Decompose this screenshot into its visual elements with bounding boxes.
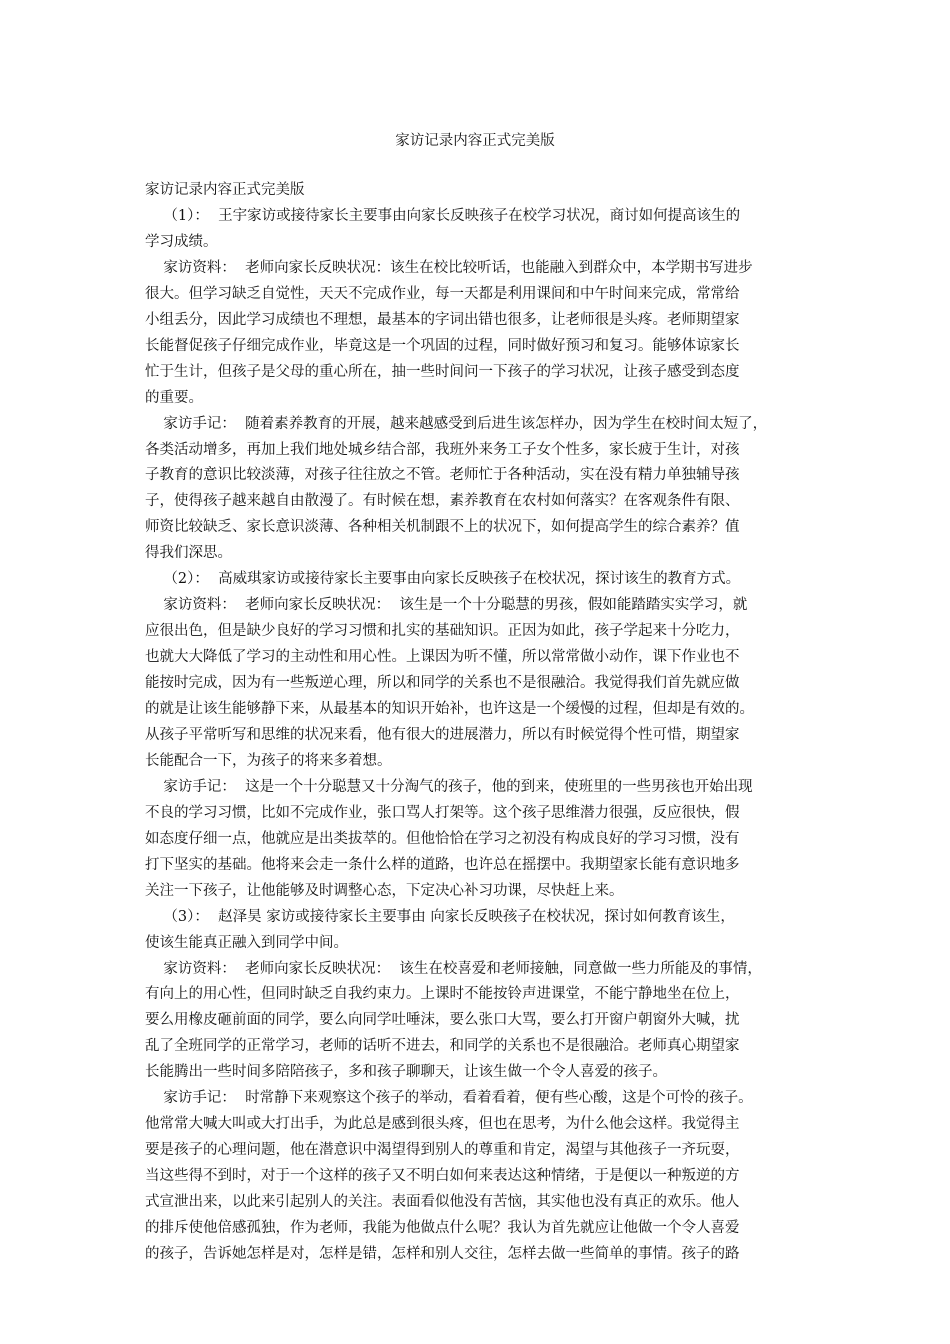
paragraph-line: 关注一下孩子，让他能够及时调整心态，下定决心补习功课，尽快赶上来。: [145, 882, 624, 899]
paragraph-line: 打下坚实的基础。他将来会走一条什么样的道路，也许总在摇摆中。我期望家长能有意识地多: [145, 856, 740, 873]
paragraph-line: 要是孩子的心理问题，他在潜意识中渴望得到别人的尊重和肯定，渴望与其他孩子一齐玩耍，: [145, 1142, 740, 1159]
paragraph-line: 要么用橡皮砸前面的同学，要么向同学吐唾沫，要么张口大骂，要么打开窗户朝窗外大喊，扰: [145, 1012, 740, 1029]
paragraph-line: 的重要。: [145, 389, 203, 406]
paragraph-line: 学习成绩。: [145, 233, 218, 250]
paragraph-line: 能按时完成，因为有一些叛逆心理，所以和同学的关系也不是很融洽。我觉得我们首先就应做: [145, 675, 740, 692]
paragraph-line: 式宣泄出来，以此来引起别人的关注。表面看似他没有苦恼，其实他也没有真正的欢乐。他人: [145, 1194, 740, 1211]
paragraph-line: 的就是让该生能够静下来，从最基本的知识开始补，也许这是一个缓慢的过程，但却是有效的。: [145, 701, 754, 717]
paragraph-line: 长能配合一下，为孩子的将来多着想。: [145, 752, 392, 769]
paragraph-line: 应很出色，但是缺少良好的学习习惯和扎实的基础知识。正因为如此，孩子学起来十分吃力，: [145, 623, 740, 640]
paragraph-line: 家访记录内容正式完美版: [145, 182, 305, 198]
paragraph-line: 有向上的用心性，但同时缺乏自我约束力。上课时不能按铃声进课堂，不能宁静地坐在位上，: [145, 986, 740, 1003]
paragraph-line: 乱了全班同学的正常学习，老师的话听不进去，和同学的关系也不是很融洽。老师真心期望家: [145, 1038, 740, 1055]
paragraph-line: 很大。但学习缺乏自觉性，天天不完成作业，每一天都是利用课间和中午时间来完成，常常给: [145, 285, 740, 302]
paragraph-line: 小组丢分，因此学习成绩也不理想，最基本的字词出错也很多，让老师很是头疼。老师期望家: [145, 311, 740, 328]
paragraph-line: 子教育的意识比较淡薄，对孩子往往放之不管。老师忙于各种活动，实在没有精力单独辅导孩: [145, 467, 740, 484]
paragraph-line: 家访资料： 老师向家长反映状况： 该生在校喜爱和老师接触，同意做一些力所能及的事情，: [145, 960, 762, 977]
paragraph-line: 的孩子，告诉她怎样是对，怎样是错，怎样和别人交往，怎样去做一些简单的事情。孩子的路: [145, 1245, 740, 1262]
paragraph-line: 他常常大喊大叫或大打出手，为此总是感到很头疼，但也在思考，为什么他会这样。我觉得主: [145, 1116, 740, 1133]
paragraph-line: （3）： 赵泽昊 家访或接待家长主要事由 向家长反映孩子在校状况，探讨如何教育该生，: [145, 908, 735, 925]
paragraph-line: 得我们深思。: [145, 545, 232, 562]
paragraph-line: 家访手记： 时常静下来观察这个孩子的举动，看着看着，便有些心酸，这是个可怜的孩子。: [145, 1090, 753, 1107]
paragraph-line: 从孩子平常听写和思维的状况来看，他有很大的进展潜力，所以有时候觉得个性可惜，期望家: [145, 726, 740, 743]
paragraph-line: 各类活动增多，再加上我们地处城乡结合部，我班外来务工子女个性多，家长疲于生计，对孩: [145, 441, 740, 458]
paragraph-line: 师资比较缺乏、家长意识淡薄、各种相关机制跟不上的状况下，如何提高学生的综合素养？值: [145, 519, 740, 536]
paragraph-line: 如态度仔细一点，他就应是出类拔萃的。但他恰恰在学习之初没有构成良好的学习习惯，没有: [145, 830, 740, 847]
paragraph-line: 不良的学习习惯，比如不完成作业，张口骂人打架等。这个孩子思维潜力很强，反应很快，假: [145, 804, 740, 821]
paragraph-line: 家访手记： 这是一个十分聪慧又十分淘气的孩子，他的到来，使班里的一些男孩也开始出现: [145, 778, 753, 795]
paragraph-line: 长能督促孩子仔细完成作业，毕竟这是一个巩固的过程，同时做好预习和复习。能够体谅家长: [145, 337, 740, 354]
paragraph-line: 家访资料： 老师向家长反映状况： 该生是一个十分聪慧的男孩，假如能踏踏实实学习，就: [145, 597, 748, 614]
paragraph-line: 的排斥使他倍感孤独，作为老师，我能为他做点什么呢？我认为首先就应让他做一个令人喜爱: [145, 1220, 740, 1236]
paragraph-line: （2）： 高威琪家访或接待家长主要事由向家长反映孩子在校状况，探讨该生的教育方式。: [145, 571, 741, 588]
paragraph-line: 也就大大降低了学习的主动性和用心性。上课因为听不懂，所以常常做小动作，课下作业也不: [145, 649, 740, 666]
paragraph-line: （1）： 王宇家访或接待家长主要事由向家长反映孩子在校学习状况，商讨如何提高该生的: [145, 207, 741, 224]
paragraph-line: 家访资料： 老师向家长反映状况：该生在校比较听话，也能融入到群众中，本学期书写进步: [145, 259, 753, 276]
paragraph-line: 子，使得孩子越来越自由散漫了。有时候在想，素养教育在农村如何落实？在客观条件有限、: [145, 493, 740, 510]
document-title: 家访记录内容正式完美版: [395, 133, 555, 149]
paragraph-line: 长能腾出一些时间多陪陪孩子，多和孩子聊聊天，让该生做一个令人喜爱的孩子。: [145, 1064, 667, 1081]
paragraph-line: 当这些得不到时，对于一个这样的孩子又不明白如何来表达这种情绪，于是便以一种叛逆的方: [145, 1168, 740, 1185]
paragraph-line: 家访手记： 随着素养教育的开展，越来越感受到后进生该怎样办，因为学生在校时间太短了，: [145, 415, 768, 432]
paragraph-line: 忙于生计，但孩子是父母的重心所在，抽一些时间问一下孩子的学习状况，让孩子感受到态度: [145, 363, 740, 380]
paragraph-line: 使该生能真正融入到同学中间。: [145, 934, 348, 951]
